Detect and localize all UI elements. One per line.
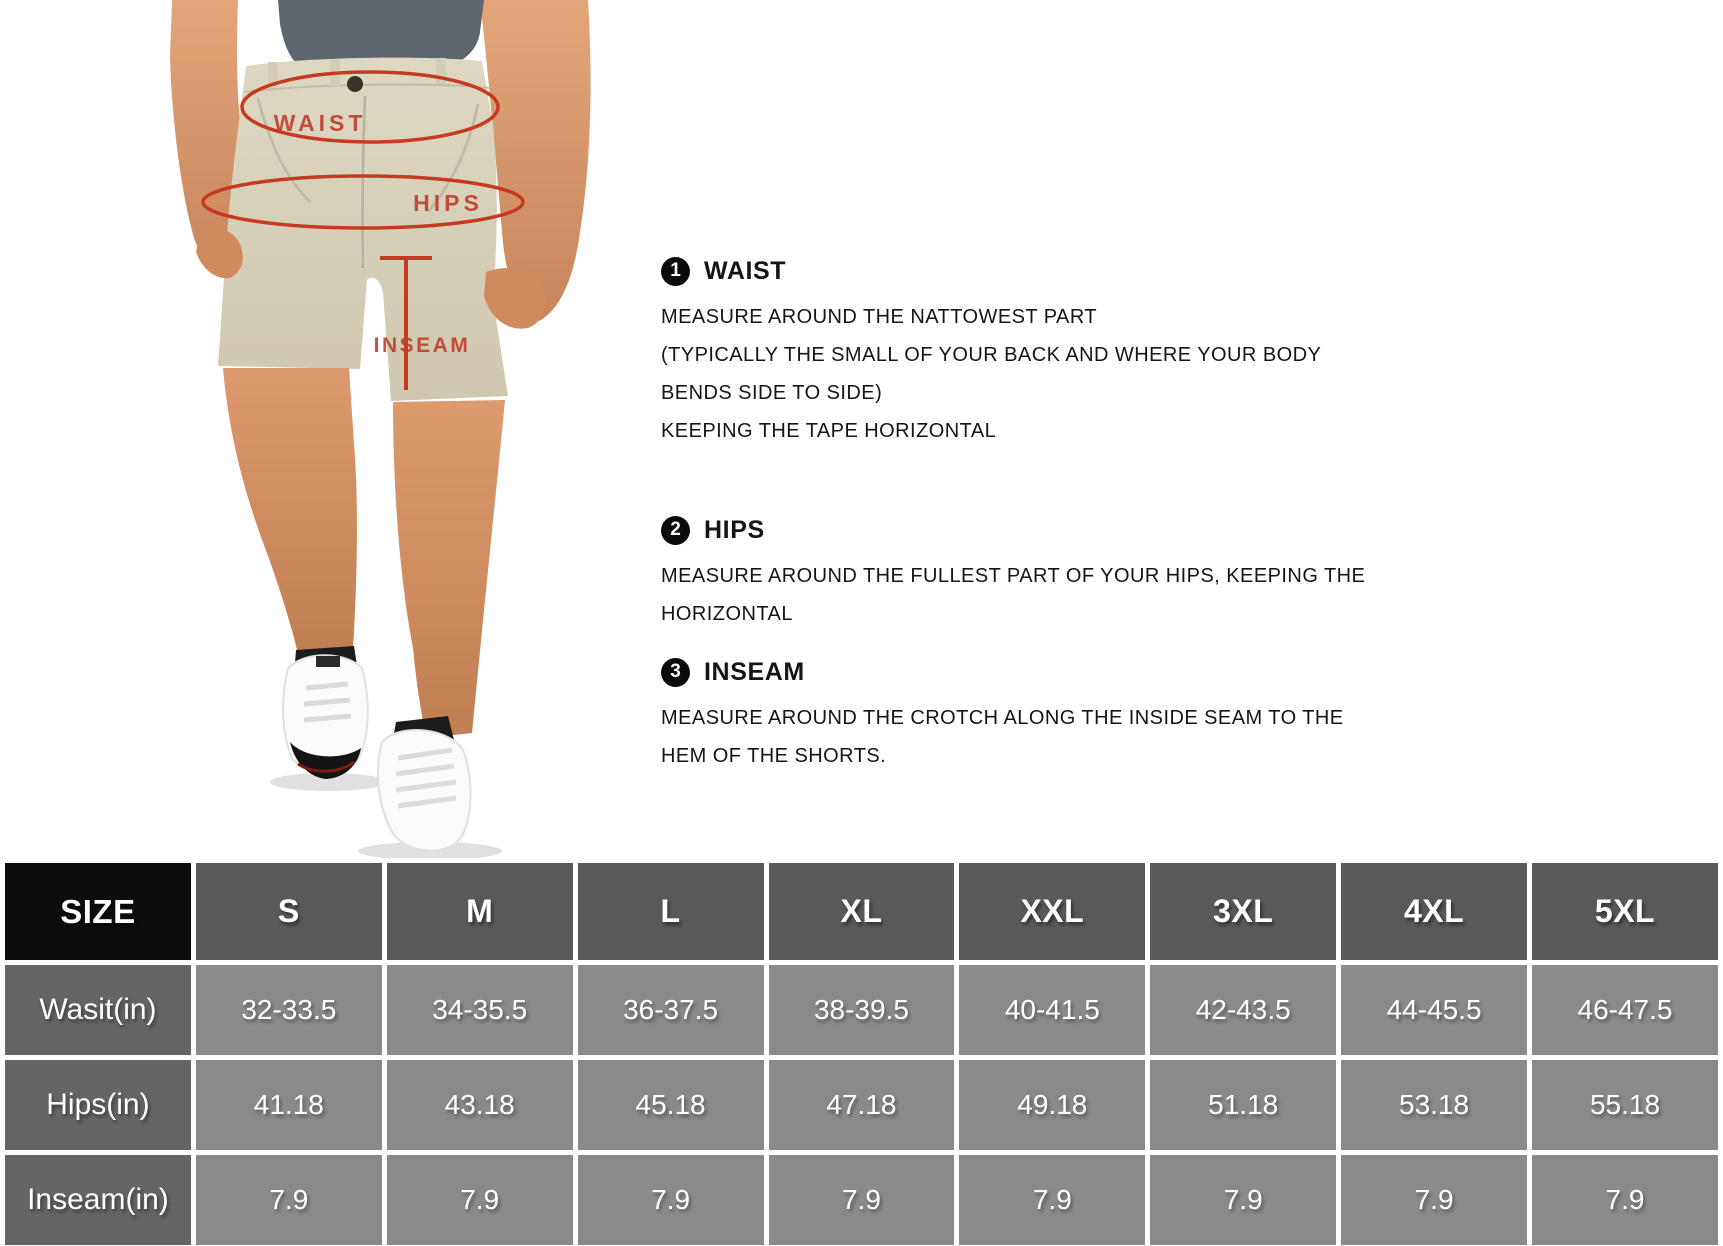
instruction-title: HIPS xyxy=(704,515,765,544)
size-cell: 40-41.5 xyxy=(957,963,1148,1058)
size-chart-header-row xyxy=(3,861,1721,963)
size-cell: 55.18 xyxy=(1530,1058,1721,1153)
row-label: Inseam(in) xyxy=(3,1153,194,1246)
size-col-header: XL xyxy=(766,861,957,963)
size-col-header: S xyxy=(193,861,384,963)
shorts-button xyxy=(347,76,363,92)
instruction-line: KEEPING THE TAPE HORIZONTAL xyxy=(661,420,997,442)
size-corner-header: SIZE xyxy=(3,861,194,963)
waist-annotation-label: WAIST xyxy=(273,110,367,136)
size-cell: 7.9 xyxy=(766,1153,957,1246)
instruction-line: MEASURE AROUND THE NATTOWEST PART xyxy=(661,306,1098,328)
left-shoe-tongue-tag xyxy=(316,656,340,667)
size-cell: 7.9 xyxy=(1530,1153,1721,1246)
size-chart-table xyxy=(0,858,1723,1246)
size-cell: 7.9 xyxy=(575,1153,766,1246)
size-cell: 49.18 xyxy=(957,1058,1148,1153)
table-row-hips xyxy=(3,1058,1721,1153)
size-cell: 51.18 xyxy=(1148,1058,1339,1153)
size-col-header: XXL xyxy=(957,861,1148,963)
size-cell: 34-35.5 xyxy=(384,963,575,1058)
table-row-inseam xyxy=(3,1153,1721,1246)
instruction-heading xyxy=(661,256,1431,286)
model-photo xyxy=(130,0,600,860)
size-cell: 45.18 xyxy=(575,1058,766,1153)
instruction-heading xyxy=(661,515,1431,545)
table-row-waist xyxy=(3,963,1721,1058)
model-right-leg xyxy=(393,400,505,738)
inseam-annotation-label: INSEAM xyxy=(373,334,471,357)
instruction-line: MEASURE AROUND THE FULLEST PART OF YOUR HIPS, KEEPING THE xyxy=(661,565,1366,587)
instruction-title: INSEAM xyxy=(704,657,805,686)
step-number-badge: 3 xyxy=(661,658,690,687)
size-cell: 32-33.5 xyxy=(193,963,384,1058)
size-col-header: M xyxy=(384,861,575,963)
hips-annotation-label: HIPS xyxy=(413,190,483,216)
right-shoe xyxy=(378,730,471,851)
size-cell: 7.9 xyxy=(193,1153,384,1246)
instruction-title: WAIST xyxy=(704,256,787,285)
instruction-line: HORIZONTAL xyxy=(661,603,793,625)
step-number-badge: 2 xyxy=(661,516,690,545)
size-cell: 36-37.5 xyxy=(575,963,766,1058)
size-cell: 7.9 xyxy=(384,1153,575,1246)
instruction-line: HEM OF THE SHORTS. xyxy=(661,745,887,767)
size-cell: 38-39.5 xyxy=(766,963,957,1058)
instruction-line: BENDS SIDE TO SIDE) xyxy=(661,382,883,404)
size-col-header: 3XL xyxy=(1148,861,1339,963)
size-cell: 44-45.5 xyxy=(1339,963,1530,1058)
size-cell: 7.9 xyxy=(1339,1153,1530,1246)
size-cell: 7.9 xyxy=(957,1153,1148,1246)
size-cell: 53.18 xyxy=(1339,1058,1530,1153)
step-number-badge: 1 xyxy=(661,257,690,286)
size-col-header: L xyxy=(575,861,766,963)
instruction-section-waist xyxy=(661,256,1431,450)
instruction-section-inseam xyxy=(661,657,1431,775)
size-cell: 46-47.5 xyxy=(1530,963,1721,1058)
size-cell: 47.18 xyxy=(766,1058,957,1153)
size-cell: 7.9 xyxy=(1148,1153,1339,1246)
instruction-line: MEASURE AROUND THE CROTCH ALONG THE INSIDE SEAM TO THE xyxy=(661,707,1344,729)
model-figure-illustration xyxy=(130,0,600,860)
size-col-header: 5XL xyxy=(1530,861,1721,963)
size-col-header: 4XL xyxy=(1339,861,1530,963)
instruction-section-hips xyxy=(661,515,1431,633)
row-label: Wasit(in) xyxy=(3,963,194,1058)
measurement-instructions xyxy=(661,256,1431,775)
model-left-leg xyxy=(223,368,357,654)
size-cell: 42-43.5 xyxy=(1148,963,1339,1058)
instruction-heading xyxy=(661,657,1431,687)
size-cell: 41.18 xyxy=(193,1058,384,1153)
size-cell: 43.18 xyxy=(384,1058,575,1153)
instruction-line: (TYPICALLY THE SMALL OF YOUR BACK AND WHERE YOUR BODY xyxy=(661,344,1322,366)
row-label: Hips(in) xyxy=(3,1058,194,1153)
